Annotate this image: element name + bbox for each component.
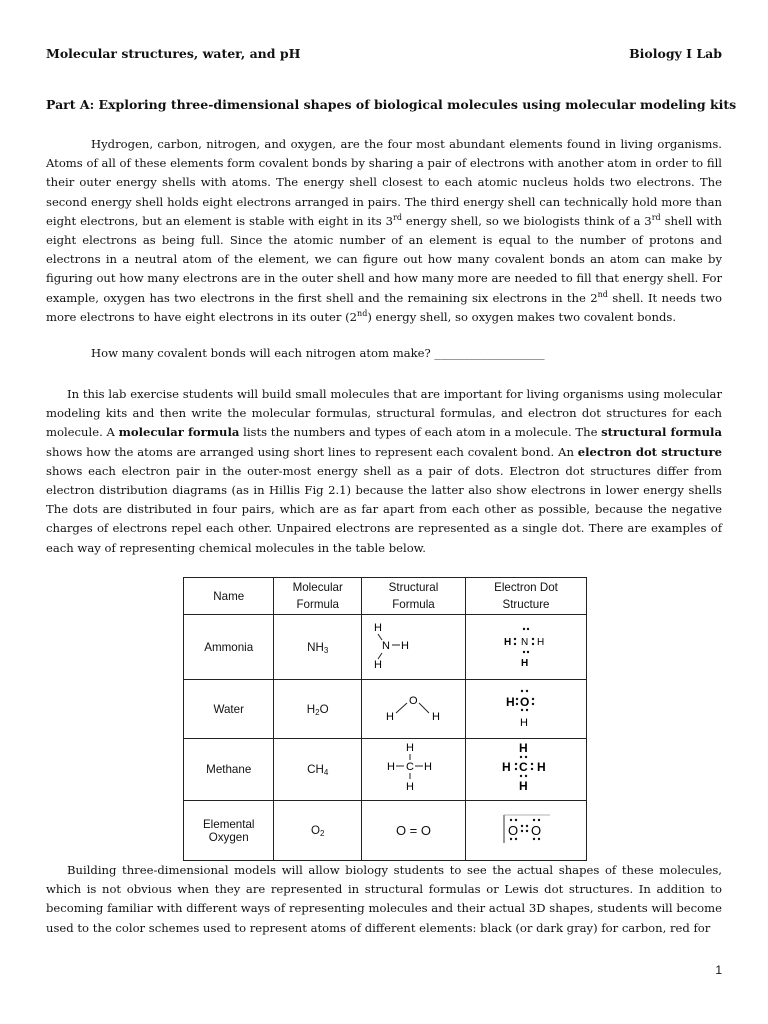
molecular-formula: $NH_3$: [274, 615, 362, 680]
table-row-ammonia: [184, 615, 587, 680]
atom-label: H: [386, 761, 395, 773]
bond-line: [419, 703, 429, 713]
atom-label: C: [518, 760, 528, 774]
atom-label: H: [536, 637, 545, 648]
atom-label: C: [405, 761, 414, 773]
electron-dot-structure: [465, 680, 586, 739]
table-row-elemental-oxygen: [184, 801, 587, 861]
nitrogen-question: How many covalent bonds will each nitrogen atom make? ___________________: [91, 346, 545, 360]
atom-label: H: [505, 695, 515, 709]
atom-label: H: [405, 781, 414, 793]
molecule-name: Water: [184, 680, 274, 739]
molecule-table: [183, 577, 587, 861]
atom-label: N: [381, 640, 390, 652]
molecular-formula: $H_2O$: [274, 680, 362, 739]
atom-label: O: [530, 823, 542, 838]
atom-label: H: [431, 711, 440, 723]
header-title: Molecular structures, water, and pH: [46, 46, 301, 61]
molecule-name: Methane: [184, 739, 274, 801]
ammonia-structural-diagram: [362, 615, 465, 676]
intro-paragraph: Hydrogen, carbon, nitrogen, and oxygen, are the four most abundant elements found in living organisms. Atoms of all of these elements form covalent bonds by sharing a pair of electrons with another atom in order to fill their outer energy shells with atoms. The energy shell closest to each atomic nucleus holds two electrons. The second energy shell holds eight electrons arranged in pairs. The third energy shell can technically hold more than eight electrons, but an element is stable with eight in its 3rd energy shell, so we biologists think of a 3rd shell with eight electrons as being full. Since the atomic number of an element is equal to the number of protons and electrons in a neutral atom of the element, we can figure out how many covalent bonds an atom can make by figuring out how many electrons are in the outer shell and how many more are needed to fill that energy shell. For example, oxygen has two electrons in the first shell and the remaining six electrons in the 2nd shell. It needs two more electrons to have eight electrons in its outer (2nd) energy shell, so oxygen makes two covalent bonds.: [46, 137, 722, 324]
water-dot-diagram: [466, 680, 586, 735]
atom-label: H: [520, 658, 529, 669]
table-header-cell: Electron Dot Structure: [465, 578, 586, 615]
closing-paragraph: Building three-dimensional models will allow biology students to see the actual shapes of these molecules, which is not obvious when they are represented in structural formulas or Lewis dot structures. In addition to becoming familiar with different ways of representing molecules and their actual 3D shapes, students will become used to the color schemes used to represent atoms of different elements: black (or dark gray) for carbon, red for: [46, 863, 722, 935]
structural-formula: [361, 739, 465, 801]
structural-formula: [361, 615, 465, 680]
molecule-name: Elemental Oxygen: [184, 801, 274, 861]
water-structural-diagram: [362, 680, 465, 735]
table-row-methane: [184, 739, 587, 801]
atom-label: H: [385, 711, 394, 723]
table-header-row: [184, 578, 587, 615]
table-row-water: [184, 680, 587, 739]
oxygen-dot-diagram: [466, 801, 586, 857]
page-number: 1: [715, 963, 722, 977]
header-course: Biology I Lab: [629, 46, 722, 61]
bond-line: [396, 703, 407, 713]
table-header-cell: Name: [184, 578, 274, 615]
structural-formula: [361, 801, 465, 861]
atom-label: H: [423, 761, 432, 773]
molecular-formula: $CH_4$: [274, 739, 362, 801]
table-header-cell: Molecular Formula: [274, 578, 362, 615]
atom-label: H: [536, 760, 546, 774]
part-a-title: Part A: Exploring three-dimensional shapes of biological molecules using molecular modeling kits: [46, 97, 737, 112]
atom-label: H: [405, 742, 414, 754]
atom-label: H: [501, 760, 511, 774]
oxygen-structural-formula: O = O: [395, 823, 431, 838]
electron-dot-structure: [465, 801, 586, 861]
atom-label: H: [373, 622, 382, 634]
atom-label: H: [519, 717, 528, 729]
electron-dot-structure: [465, 739, 586, 801]
lab-exercise-paragraph: In this lab exercise students will build small molecules that are important for living organisms using molecular modeling kits and then write the molecular formulas, structural formulas, and electron dot structures for each molecule. A molecular formula lists the numbers and types of each atom in a molecule. The structural formula shows how the atoms are arranged using short lines to represent each covalent bond. An electron dot structure shows each electron pair in the outer-most energy shell as a pair of dots. Electron dot structures differ from electron distribution diagrams (as in Hillis Fig 2.1) because the latter also show electrons in lower energy shells The dots are distributed in four pairs, which are as far apart from each other as possible, because the negative charges of electrons repel each other. Unpaired electrons are represented as a single dot. There are examples of each way of representing chemical molecules in the table below.: [46, 387, 722, 555]
atom-label: H: [518, 779, 528, 793]
electron-dot-structure: [465, 615, 586, 680]
methane-dot-diagram: [466, 739, 586, 797]
atom-label: N: [520, 637, 529, 648]
atom-label: H: [373, 659, 382, 671]
page-header: [46, 46, 722, 66]
atom-label: O: [507, 823, 519, 838]
atom-label: H: [503, 637, 512, 648]
atom-label: H: [518, 741, 528, 755]
methane-structural-diagram: [362, 739, 465, 797]
molecular-formula: $O_2$: [274, 801, 362, 861]
molecule-name: Ammonia: [184, 615, 274, 680]
structural-formula: [361, 680, 465, 739]
ammonia-dot-diagram: [466, 615, 586, 676]
atom-label: O: [519, 695, 530, 709]
table-header-cell: Structural Formula: [361, 578, 465, 615]
atom-label: H: [400, 640, 409, 652]
atom-label: O: [408, 695, 418, 707]
